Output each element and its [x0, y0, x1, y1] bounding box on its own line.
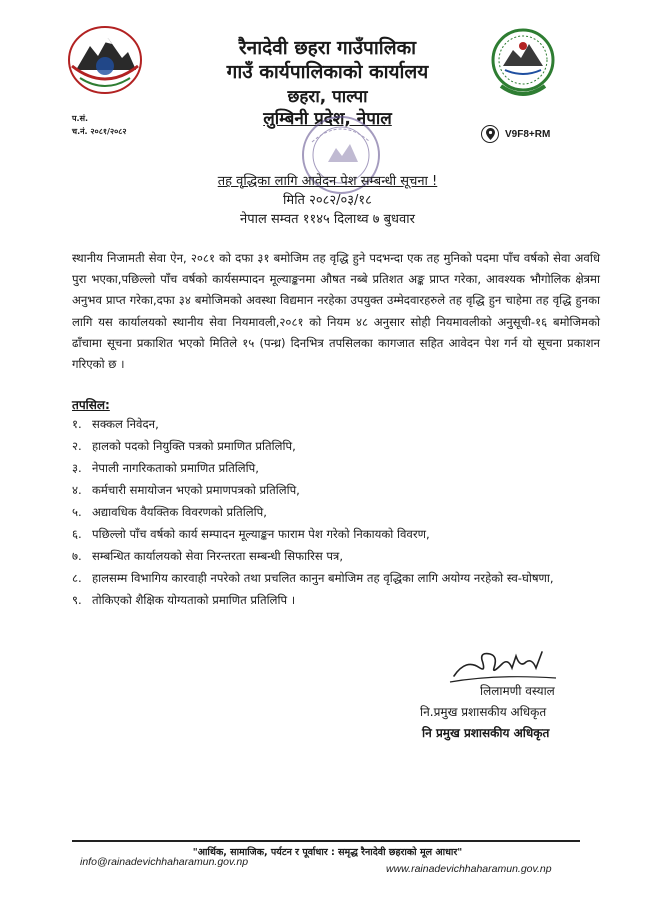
list-item: ४. कर्मचारी समायोजन भएको प्रमाणपत्रको प्रतिलिपि, [72, 483, 300, 497]
footer-website-link[interactable]: www.rainadevichhaharamun.gov.np [386, 863, 552, 875]
list-item: ९. तोकिएको शैक्षिक योग्यताको प्रमाणित प्रतिलिपि । [72, 593, 296, 607]
notice-date: मिति २०८२/०३/१८ [283, 193, 372, 208]
org-name-line-2: गाउँ कार्यपालिकाको कार्यालय [226, 61, 429, 83]
location-pin-icon [481, 125, 499, 143]
org-province: लुम्बिनी प्रदेश, नेपाल [263, 109, 392, 129]
list-heading: तपसिल: [72, 398, 110, 412]
reference-chalani-number: च.नं. २०८१/२०८२ [72, 127, 127, 136]
signatory-title: नि.प्रमुख प्रशासकीय अधिकृत [420, 705, 547, 719]
plus-code-text: V9F8+RM [505, 128, 551, 140]
reference-patra-sankhya: प.सं. [72, 114, 89, 123]
org-address: छहरा, पाल्पा [287, 87, 368, 107]
signatory-name: लिलामणी वस्याल [480, 684, 555, 698]
notice-nepal-samvat-date: नेपाल सम्वत ११४५ दिलाथ्व ७ बुधवार [240, 212, 415, 227]
footer-tagline: "आर्थिक, सामाजिक, पर्यटन र पूर्वाधार : समृद्ध रैनादेवी छहराको मूल आधार" [192, 847, 463, 858]
list-item: ६. पछिल्लो पाँच वर्षको कार्य सम्पादन मूल्याङ्कन फाराम पेश गरेको निकायको विवरण, [72, 527, 430, 541]
org-name-line-1: रैनादेवी छहरा गाउँपालिका [238, 37, 417, 59]
list-item: २. हालको पदको नियुक्ति पत्रको प्रमाणित प्रतिलिपि, [72, 439, 296, 453]
footer-divider [72, 840, 580, 842]
list-item: १. सक्कल निवेदन, [72, 417, 159, 431]
list-item: ८. हालसम्म विभागिय कारवाही नपरेको तथा प्रचलित कानुन बमोजिम तह वृद्धिका लागि अयोग्य नरहेको स्व-घोषणा, [72, 571, 554, 585]
document-checklist [72, 416, 612, 614]
signature-icon [446, 638, 561, 688]
notice-body-paragraph: स्थानीय निजामती सेवा ऐन, २०८१ को दफा ३१ बमोजिम तह वृद्धि हुने पदभन्दा एक तह मुनिको पदमा पाँच वर्षको सेवा अवधि पुरा भएका,पछिल्लो पाँच वर्षको कार्यसम्पादन मूल्याङ्कनमा औषत नब्बे प्रतिशत अङ्क प्राप्त गरेका, आवश्यक भौगोलिक क्षेत्रमा अनुभव प्राप्त गरेका,दफा ३४ बमोजिमको अवस्था विद्यमान नरहेका उपयुक्त उम्मेदवारहरुले तह वृद्धि हुन चाहेमा तह वृद्धि हुनका लागि यस कार्यालयको स्थानीय सेवा नियमावली,२०८१ को नियम ४८ अनुसार सोही नियमावलीको अनुसूची-१६ बमोजिमको ढाँचामा सूचना प्रकाशित भएको मितिले १५ (पन्ध्र) दिनभित्र तपसिलका कागजात सहित आवेदन पेश गर्न यो सूचना प्रकाशन गरिएको छ । [72, 251, 600, 372]
list-item: ७. सम्बन्धित कार्यालयको सेवा निरन्तरता सम्बन्धी सिफारिस पत्र, [72, 549, 344, 563]
notice-title: तह वृद्धिका लागि आवेदन पेश सम्बन्धी सूचना ! [217, 174, 438, 189]
list-item: ५. अद्यावधिक वैयक्तिक विवरणको प्रतिलिपि, [72, 505, 267, 519]
list-item: ३. नेपाली नागरिकताको प्रमाणित प्रतिलिपि, [72, 461, 259, 475]
signatory-title-stamp: नि प्रमुख प्रशासकीय अधिकृत [422, 726, 550, 740]
plus-code-location [481, 125, 550, 143]
footer-email-link[interactable]: info@rainadevichhaharamun.gov.np [80, 856, 249, 868]
